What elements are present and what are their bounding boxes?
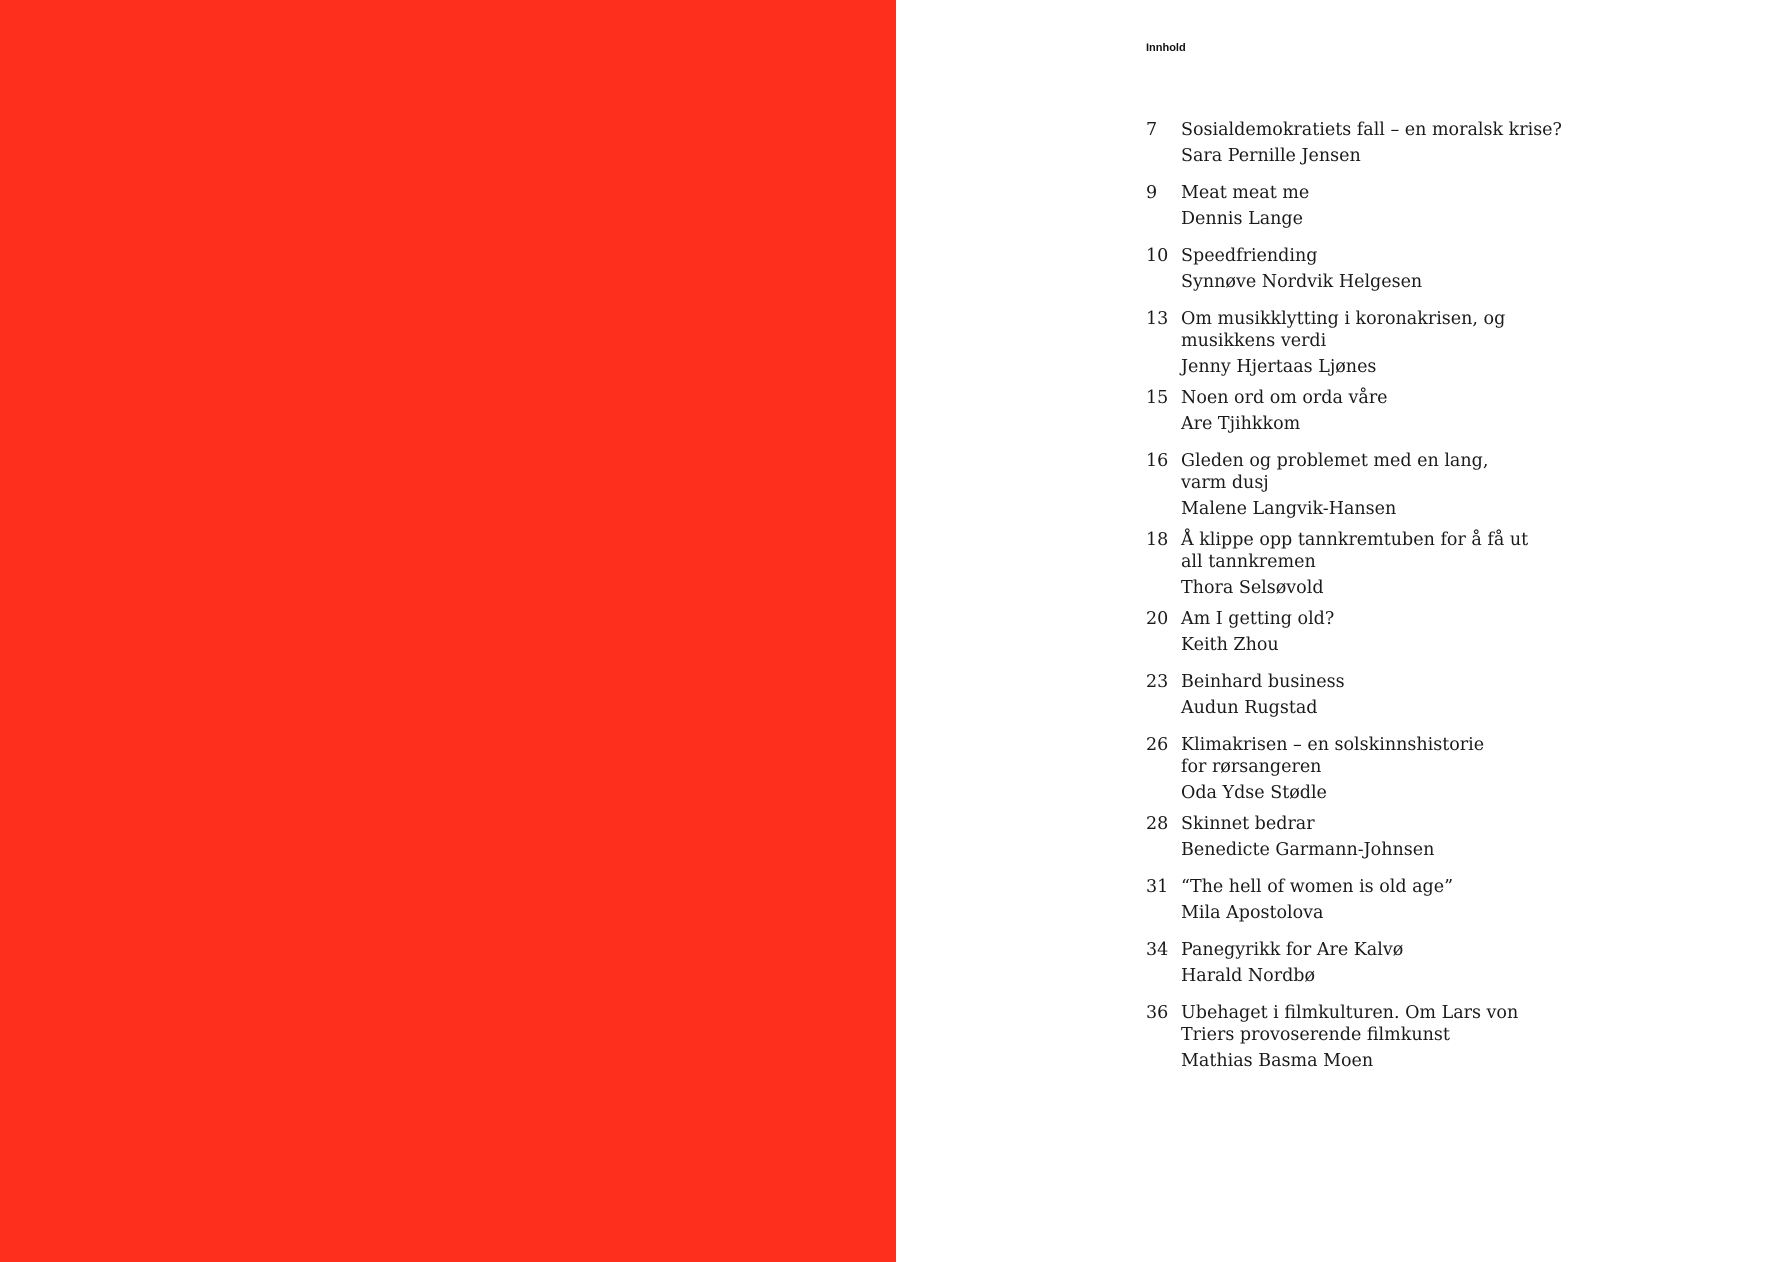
page-number: 7 bbox=[1146, 120, 1158, 140]
entry-title: Beinhard business bbox=[1181, 672, 1345, 692]
entry-title-line-2: Triers provoserende filmkunst bbox=[1181, 1025, 1450, 1045]
page-number: 26 bbox=[1146, 735, 1169, 755]
entry-author: Jenny Hjertaas Ljønes bbox=[1181, 357, 1377, 377]
entry-body bbox=[1181, 119, 1601, 167]
page-number: 23 bbox=[1146, 672, 1169, 692]
entry-body bbox=[1181, 450, 1601, 520]
entry-author: Audun Rugstad bbox=[1181, 698, 1318, 718]
entry-title: Klimakrisen – en solskinnshistorie bbox=[1181, 735, 1485, 755]
entry-title-line-2: musikkens verdi bbox=[1181, 331, 1327, 351]
toc-entry bbox=[1146, 245, 1666, 293]
entry-title: Speedfriending bbox=[1181, 246, 1318, 266]
toc-entry bbox=[1146, 876, 1666, 924]
entry-title: Skinnet bedrar bbox=[1181, 814, 1315, 834]
page-number: 20 bbox=[1146, 609, 1169, 629]
toc-entry bbox=[1146, 671, 1666, 719]
entry-body bbox=[1181, 387, 1601, 435]
entry-body bbox=[1181, 876, 1601, 924]
entry-body bbox=[1181, 608, 1601, 656]
toc-entry bbox=[1146, 734, 1666, 804]
toc-entry bbox=[1146, 608, 1666, 656]
toc-entry bbox=[1146, 939, 1666, 987]
entry-title: Å klippe opp tannkremtuben for å få ut bbox=[1181, 530, 1529, 550]
entry-author: Oda Ydse Stødle bbox=[1181, 783, 1327, 803]
entry-title-line-2: all tannkremen bbox=[1181, 552, 1316, 572]
entry-title: Om musikklytting i koronakrisen, og bbox=[1181, 309, 1506, 329]
entry-body bbox=[1181, 529, 1601, 599]
entry-author: Harald Nordbø bbox=[1181, 966, 1316, 986]
entry-author: Dennis Lange bbox=[1181, 209, 1303, 229]
page-number: 10 bbox=[1146, 246, 1169, 266]
entry-title: Sosialdemokratiets fall – en moralsk krise? bbox=[1181, 120, 1562, 140]
entry-author: Thora Selsøvold bbox=[1181, 578, 1324, 598]
toc-entry bbox=[1146, 308, 1666, 378]
entry-title: Am I getting old? bbox=[1181, 609, 1335, 629]
entry-author: Synnøve Nordvik Helgesen bbox=[1181, 272, 1423, 292]
table-of-contents bbox=[1146, 119, 1666, 1081]
page-number: 9 bbox=[1146, 183, 1158, 203]
toc-entry bbox=[1146, 119, 1666, 167]
page-number: 16 bbox=[1146, 451, 1169, 471]
entry-title-line-2: varm dusj bbox=[1181, 473, 1269, 493]
toc-entry bbox=[1146, 529, 1666, 599]
page-number: 36 bbox=[1146, 1003, 1169, 1023]
entry-title: “The hell of women is old age” bbox=[1181, 877, 1454, 897]
section-label: Innhold bbox=[1146, 42, 1186, 54]
entry-body bbox=[1181, 308, 1601, 378]
entry-author: Keith Zhou bbox=[1181, 635, 1279, 655]
entry-title: Ubehaget i filmkulturen. Om Lars von bbox=[1181, 1003, 1519, 1023]
entry-title: Meat meat me bbox=[1181, 183, 1310, 203]
page-number: 18 bbox=[1146, 530, 1169, 550]
entry-title: Gleden og problemet med en lang, bbox=[1181, 451, 1489, 471]
toc-entry bbox=[1146, 813, 1666, 861]
entry-author: Sara Pernille Jensen bbox=[1181, 146, 1361, 166]
page-number: 31 bbox=[1146, 877, 1169, 897]
toc-entry bbox=[1146, 450, 1666, 520]
page-number: 34 bbox=[1146, 940, 1169, 960]
entry-body bbox=[1181, 734, 1601, 804]
entry-title: Panegyrikk for Are Kalvø bbox=[1181, 940, 1404, 960]
entry-body bbox=[1181, 182, 1601, 230]
entry-author: Are Tjihkkom bbox=[1181, 414, 1301, 434]
entry-body bbox=[1181, 813, 1601, 861]
entry-author: Mathias Basma Moen bbox=[1181, 1051, 1374, 1071]
toc-entry bbox=[1146, 387, 1666, 435]
toc-entry bbox=[1146, 1002, 1666, 1072]
page-number: 15 bbox=[1146, 388, 1169, 408]
entry-title-line-2: for rørsangeren bbox=[1181, 757, 1322, 777]
entry-body bbox=[1181, 245, 1601, 293]
entry-body bbox=[1181, 671, 1601, 719]
entry-author: Benedicte Garmann-Johnsen bbox=[1181, 840, 1435, 860]
toc-entry bbox=[1146, 182, 1666, 230]
entry-author: Malene Langvik-Hansen bbox=[1181, 499, 1397, 519]
entry-body bbox=[1181, 939, 1601, 987]
entry-author: Mila Apostolova bbox=[1181, 903, 1324, 923]
entry-title: Noen ord om orda våre bbox=[1181, 388, 1388, 408]
page-number: 13 bbox=[1146, 309, 1169, 329]
page-number: 28 bbox=[1146, 814, 1169, 834]
entry-body bbox=[1181, 1002, 1601, 1072]
